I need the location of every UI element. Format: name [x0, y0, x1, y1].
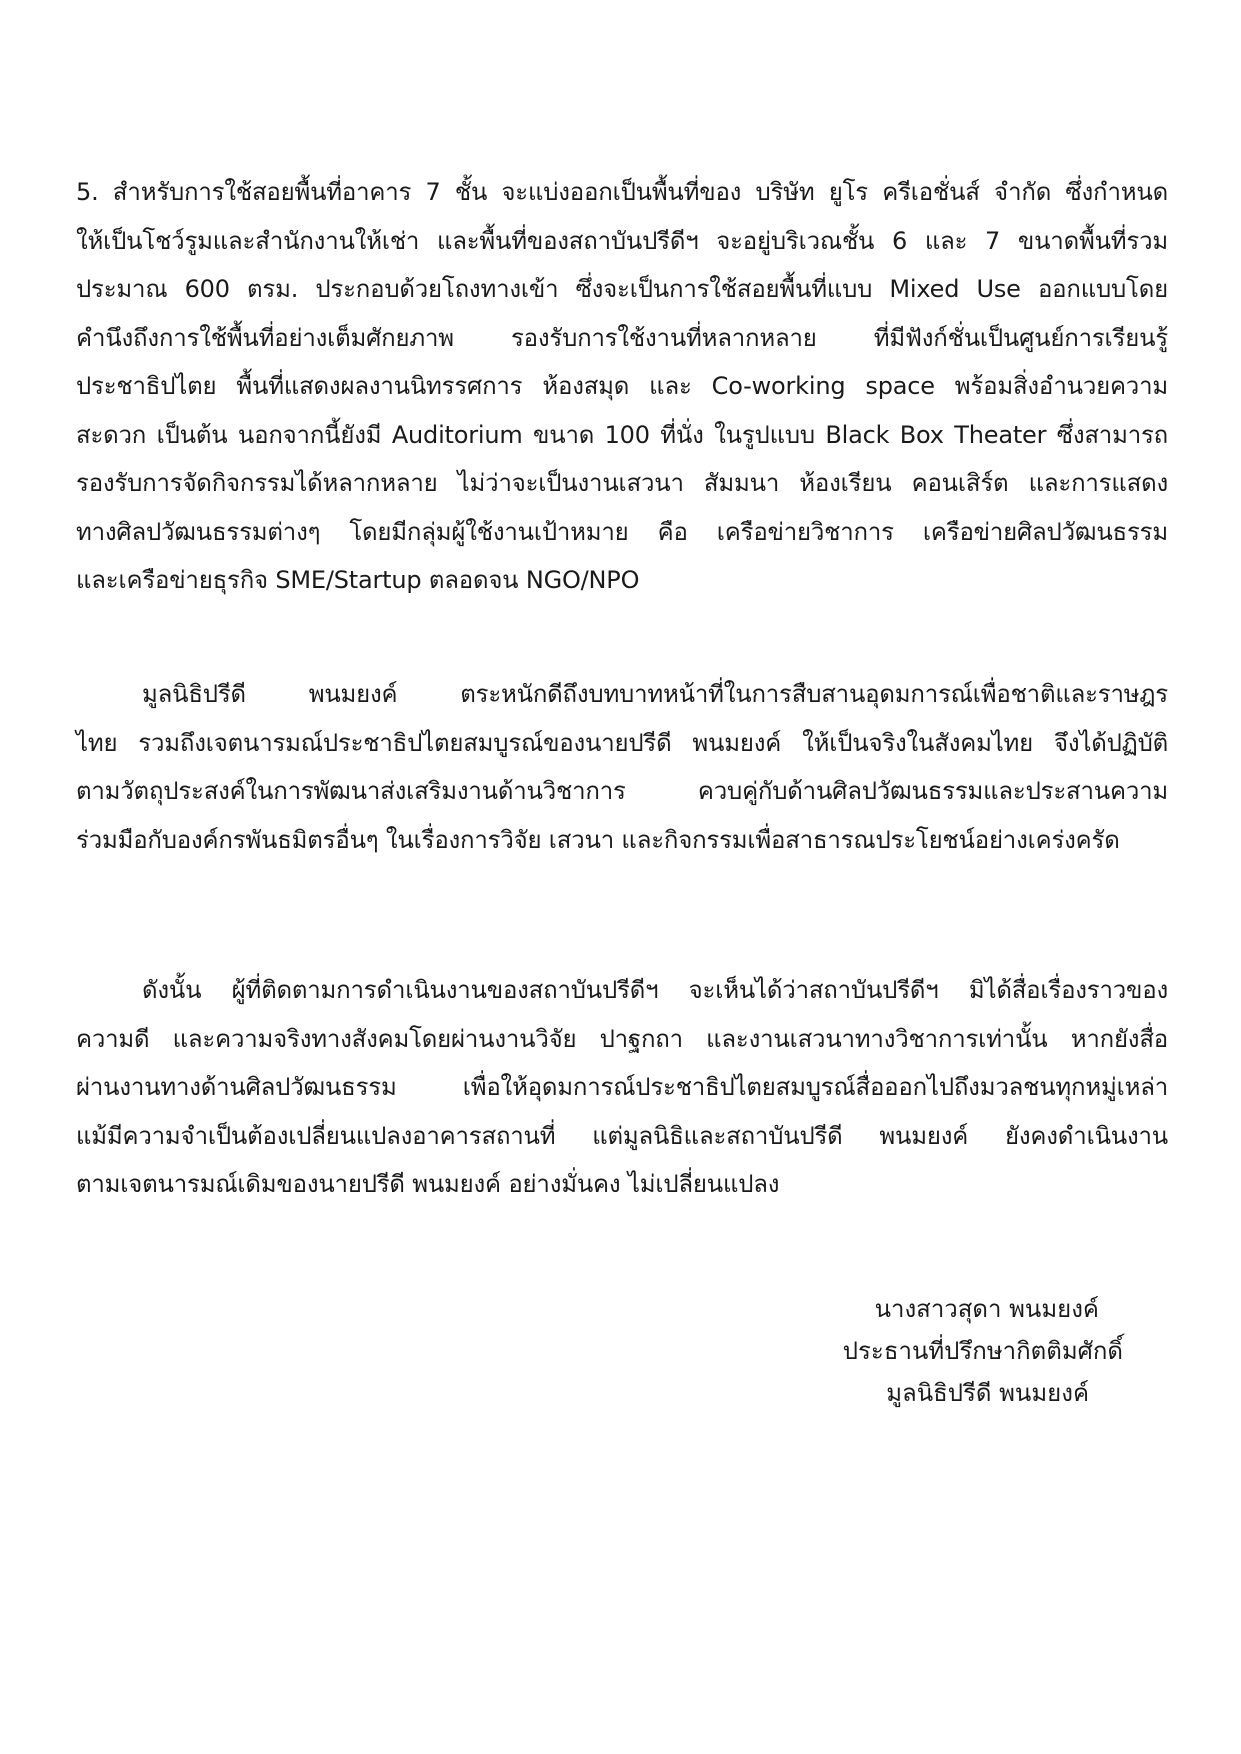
paragraph-line: ดังนั้น ผู้ที่ติดตามการดำเนินงานของสถาบันปรีดีฯ จะเห็นได้ว่าสถาบันปรีดีฯ มิได้สื่อเรื่องราวของ — [142, 976, 1168, 1004]
signatory-position: ประธานที่ปรึกษากิตติมศักดิ์ — [842, 1337, 1123, 1365]
paragraph-line: ให้เป็นโชว์รูมและสำนักงานให้เช่า และพื้นที่ของสถาบันปรีดีฯ จะอยู่บริเวณชั้น 6 และ 7 ขนาดพื้นที่รวม — [76, 226, 1168, 255]
paragraph-line: ไทย รวมถึงเจตนารมณ์ประชาธิปไตยสมบูรณ์ของนายปรีดี พนมยงค์ ให้เป็นจริงในสังคมไทย จึงได้ปฏิบัติ — [76, 728, 1168, 757]
paragraph-line: สะดวก เป็นต้น นอกจากนี้ยังมี Auditorium ขนาด 100 ที่นั่ง ในรูปแบบ Black Box Theater ซึ่งสามารถ — [76, 420, 1168, 449]
signatory-name: นางสาวสุดา พนมยงค์ — [874, 1295, 1099, 1323]
paragraph-line: ตามวัตถุประสงค์ในการพัฒนาส่งเสริมงานด้านวิชาการ ควบคู่กับด้านศิลปวัฒนธรรมและประสานความ — [76, 777, 1168, 805]
signatory-organization: มูลนิธิปรีดี พนมยงค์ — [886, 1379, 1089, 1407]
signature-block — [763, 1288, 1123, 1414]
paragraph-line: รองรับการจัดกิจกรรมได้หลากหลาย ไม่ว่าจะเป็นงานเสวนา สัมมนา ห้องเรียน คอนเสิร์ต และการแสดง — [76, 469, 1168, 497]
paragraph-line: มูลนิธิปรีดี พนมยงค์ ตระหนักดีถึงบทบาทหน้าที่ในการสืบสานอุดมการณ์เพื่อชาติและราษฎร — [142, 680, 1168, 708]
paragraph-line: ประมาณ 600 ตรม. ประกอบด้วยโถงทางเข้า ซึ่งจะเป็นการใช้สอยพื้นที่แบบ Mixed Use ออกแบบโดย — [76, 275, 1168, 303]
paragraph-line: ทางศิลปวัฒนธรรมต่างๆ โดยมีกลุ่มผู้ใช้งานเป้าหมาย คือ เครือข่ายวิชาการ เครือข่ายศิลปวัฒนธรรม — [76, 517, 1168, 546]
paragraph-line: คำนึงถึงการใช้พื้นที่อย่างเต็มศักยภาพ รองรับการใช้งานที่หลากหลาย ที่มีฟังก์ชั่นเป็นศูนย์การเรียนรู้ — [76, 323, 1168, 352]
paragraph-conclusion — [76, 966, 1168, 1209]
paragraph-line: และเครือข่ายธุรกิจ SME/Startup ตลอดจน NGO/NPO — [76, 566, 640, 594]
paragraph-line: ประชาธิปไตย พื้นที่แสดงผลงานนิทรรศการ ห้องสมุด และ Co-working space พร้อมสิ่งอำนวยความ — [76, 372, 1168, 400]
paragraph-line: 5. สำหรับการใช้สอยพื้นที่อาคาร 7 ชั้น จะแบ่งออกเป็นพื้นที่ของ บริษัท ยูโร ครีเอชั่นส์ จำกัด ซึ่งกำหนด — [76, 178, 1168, 206]
paragraph-building-usage — [76, 168, 1168, 605]
paragraph-line: ตามเจตนารมณ์เดิมของนายปรีดี พนมยงค์ อย่างมั่นคง ไม่เปลี่ยนแปลง — [76, 1170, 780, 1198]
paragraph-foundation-mission — [76, 670, 1168, 864]
paragraph-line: แม้มีความจำเป็นต้องเปลี่ยนแปลงอาคารสถานที่ แต่มูลนิธิและสถาบันปรีดี พนมยงค์ ยังคงดำเนินงาน — [76, 1121, 1168, 1150]
paragraph-line: ร่วมมือกับองค์กรพันธมิตรอื่นๆ ในเรื่องการวิจัย เสวนา และกิจกรรมเพื่อสาธารณประโยชน์อย่างเคร่งครัด — [76, 825, 1120, 854]
paragraph-line: ผ่านงานทางด้านศิลปวัฒนธรรม เพื่อให้อุดมการณ์ประชาธิปไตยสมบูรณ์สื่อออกไปถึงมวลชนทุกหมู่เหล่า — [76, 1073, 1168, 1101]
paragraph-line: ความดี และความจริงทางสังคมโดยผ่านงานวิจัย ปาฐกถา และงานเสวนาทางวิชาการเท่านั้น หากยังสื่อ — [76, 1024, 1168, 1053]
